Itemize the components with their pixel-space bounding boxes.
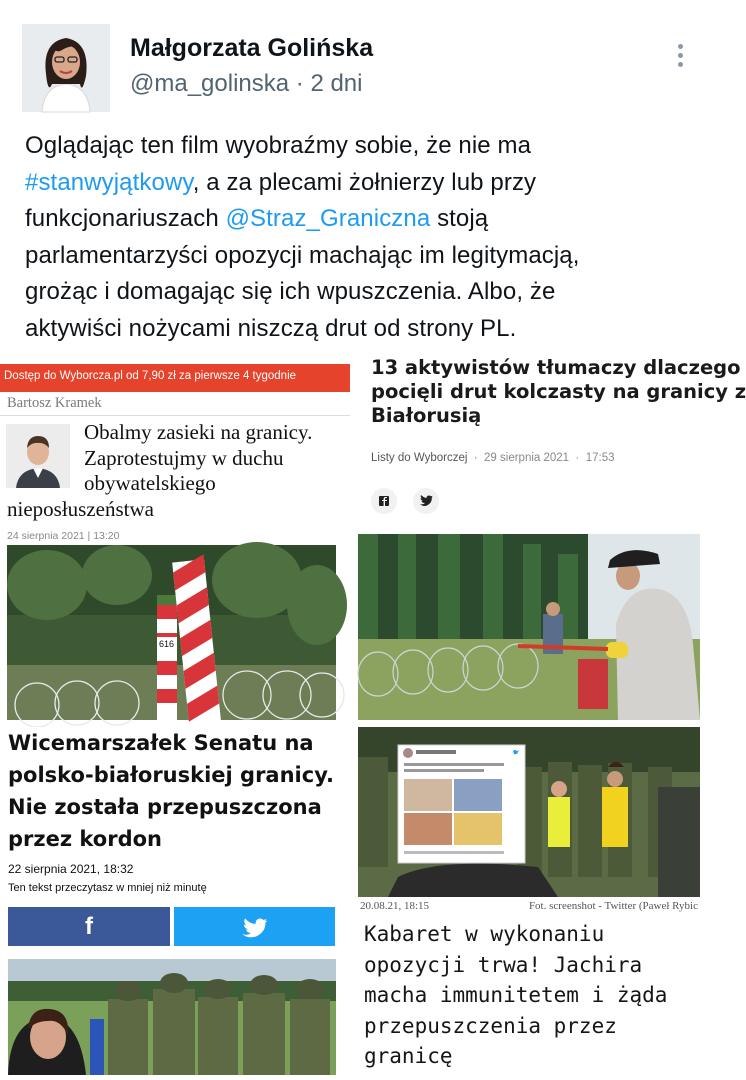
tweet-line: aktywiści nożycami niszczą drut od strony PL. bbox=[25, 314, 517, 342]
tweet-time[interactable]: 2 dni bbox=[310, 70, 363, 97]
article-date: 29 sierpnia 2021 bbox=[484, 452, 570, 464]
photo-timestamp: 20.08.21, 18:15 bbox=[360, 900, 430, 912]
article-date: 22 sierpnia 2021, 18:32 bbox=[8, 862, 134, 876]
facebook-icon[interactable] bbox=[371, 488, 397, 514]
mention-link[interactable]: @Straz_Graniczna bbox=[225, 205, 431, 232]
screenshot-photo bbox=[358, 727, 700, 897]
facebook-icon: f bbox=[85, 912, 93, 940]
activists-cutting-wire-photo bbox=[358, 534, 700, 720]
article-section[interactable]: Listy do Wyborczej bbox=[371, 452, 468, 464]
article-meta: Listy do Wyborczej · 29 sierpnia 2021 · 17:53 bbox=[371, 452, 615, 464]
twitter-icon[interactable] bbox=[413, 488, 439, 514]
article-title: 13 aktywistów tłumaczy dlaczego pocięli drut kolczasty na granicy z Białorusią bbox=[371, 356, 746, 427]
divider bbox=[0, 415, 350, 416]
read-time: Ten tekst przeczytasz w mniej niż minutę bbox=[8, 882, 207, 894]
author-avatar[interactable] bbox=[22, 24, 110, 112]
article-author: Bartosz Kramek bbox=[7, 395, 102, 411]
media-panel-letters-article[interactable] bbox=[358, 356, 746, 720]
article-title: Kabaret w wykonaniu opozycji trwa! Jachira macha immunitetem i żąda przepuszczenia przez granicę bbox=[364, 922, 668, 1068]
article-time: 17:53 bbox=[585, 452, 615, 464]
twitter-icon bbox=[174, 907, 335, 946]
media-panel-cabaret-article[interactable] bbox=[358, 727, 700, 1075]
tweet-line: grożąc i domagając się ich wpuszczenia. Albo, że bbox=[25, 278, 556, 305]
tweet-text bbox=[25, 128, 690, 347]
twitter-share-button[interactable] bbox=[174, 907, 335, 946]
author-handle[interactable]: @ma_golinska bbox=[130, 70, 290, 97]
tweet-line: funkcjonariuszach @Straz_Graniczna stoją bbox=[25, 205, 489, 232]
facebook-share-button[interactable] bbox=[8, 907, 170, 946]
media-panel-senate-article[interactable] bbox=[0, 727, 350, 1075]
promo-bar: Dostęp do Wyborcza.pl od 7,90 zł za pierwsze 4 tygodnie bbox=[0, 364, 350, 392]
article-title: Wicemarszałek Senatu na polsko-białoruskiej granicy. Nie została przepuszczona przez kordon bbox=[8, 731, 334, 851]
border-post-photo bbox=[7, 545, 336, 720]
media-panel-wyborcza-article[interactable] bbox=[0, 364, 350, 720]
author-handle-line bbox=[130, 70, 362, 98]
author-photo bbox=[6, 424, 70, 488]
meta-separator: · bbox=[289, 70, 311, 97]
photo-credit: Fot. screenshot - Twitter (Paweł Rybic bbox=[528, 900, 698, 912]
soldiers-cordon-photo bbox=[8, 959, 336, 1075]
tweet-line: Oglądając ten film wyobraźmy sobie, że nie ma bbox=[25, 132, 532, 159]
post-number: 616 bbox=[159, 639, 175, 649]
tweet-line: parlamentarzyści opozycji machając im legitymacją, bbox=[25, 241, 580, 269]
author-name[interactable]: Małgorzata Golińska bbox=[130, 34, 374, 62]
hashtag-link[interactable]: #stanwyjątkowy bbox=[25, 168, 193, 196]
more-vertical-icon[interactable] bbox=[676, 44, 684, 70]
article-date: 24 sierpnia 2021 | 13:20 bbox=[7, 530, 120, 542]
tweet-line: #stanwyjątkowy, a za plecami żołnierzy lub przy bbox=[25, 168, 537, 196]
article-title: Obalmy zasieki na granicy. Zaprotestujmy w duchu obywatelskiego nieposłuszeństwa bbox=[7, 420, 313, 521]
